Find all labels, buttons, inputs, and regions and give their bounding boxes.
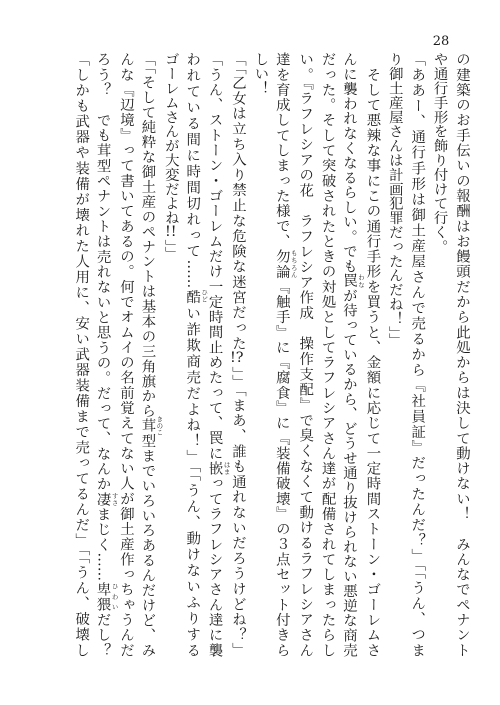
text-run: ゴーレムさんが大変だよね [162,52,179,225]
ruby-word [139,415,164,436]
ruby-base: 嵌 [206,460,223,477]
text-run: そして悪辣な事にこの通行手形を買うと、金額に応じて一定時間ストーン・ゴーレムさ [364,52,381,657]
ruby-word [341,273,365,289]
page-number: 28 [432,34,450,49]
ruby-annotation: すさ [110,491,119,507]
ruby-base: 罠 [341,273,357,289]
text-run: 『触手』に『腐食』に『装備破壊』の３点セット付きら [273,279,290,658]
text-run: んに襲われなくなるらしい。でも [341,52,357,274]
ruby-annotation: わな [357,273,365,288]
ruby-base: 勿論 [273,248,290,280]
ruby-base: 茸 [139,415,156,436]
ruby-word [273,248,298,280]
ruby-word [94,581,119,613]
text-run: が待っているから、どうせ通り抜けられない悪逆な商売 [341,288,357,658]
text-run: 」」 [162,239,179,261]
text-run: い詐欺商売だよね！」「「うん、動けないふりする [184,305,201,657]
text-column [66,52,96,657]
text-run: 達を育成してしまった様で、 [273,52,290,249]
text-run: 「「乙女は立ち入り禁止な危険な迷宮だった [230,52,246,351]
text-run: ってラフレシアさん達に襲 [206,476,223,657]
ruby-base: 酷 [184,288,201,306]
text-run: われている間に時間切れって…… [184,52,201,289]
ruby-base: 凄 [94,491,111,507]
ruby-word [94,491,119,507]
ruby-annotation: ひど [200,288,209,303]
ruby-annotation: はま [222,460,231,476]
text-run: だし？ [94,612,111,658]
text-run: 「「そして純粋な御土産のペナントは基本の三角旗から [139,52,156,419]
text-run: 型までいろいろあるんだけど、み [139,432,156,657]
text-run: まじく…… [94,506,111,582]
ruby-annotation: きのこ [155,415,164,436]
ruby-annotation: ひわい [110,581,119,612]
text-run: ろう？ でも茸型ペナントは売れないと思うの。だって、なんか [94,52,111,492]
text-run: の建築のお手伝いの報酬はお饅頭だから此処からは決して動けない！ みんなでペナント [454,52,470,657]
text-run: 「うん、ストーン・ゴーレムだけ一定時間止めたって、罠に [206,52,223,461]
ruby-base: 卑猥 [94,581,111,613]
text-run: や通行手形を飾り付けて行く。 [431,52,448,254]
text-run: い。『ラフレシアの花 ラフレシア作成 操作支配』で臭くなくて動けるラフレシアさん [297,52,314,657]
text-run: んな『辺境』って書いてあるの。何でオムイの名前覚えてない人が御土産作っちゃうんだ [118,52,134,657]
text-run: り御土産屋さんは計画犯罪だったんだね！」」 [386,52,403,348]
text-run: 」」「まあ、誰も通れないだろうけどね？」 [230,366,246,657]
tate-chu-yoko: !? [230,350,244,366]
text-run: 「ああー、通行手形は御土産屋さんで売るから『社員証』だったんだ？」「「うん、つま [409,52,426,657]
tate-chu-yoko: !! [165,224,177,240]
text-run: しい！ [252,52,269,96]
text-run: だった。そして突破されたときの対処としてラフレシアさん達が配備されてしまったらし [319,52,336,657]
ruby-word [206,460,231,477]
ruby-annotation: もちろん [289,248,298,279]
ruby-word [184,288,209,306]
text-run: 「しかも武器や装備が壊れた人用に、安い武器装備まで売ってるんだ」「「うん、破壊し [73,52,90,657]
